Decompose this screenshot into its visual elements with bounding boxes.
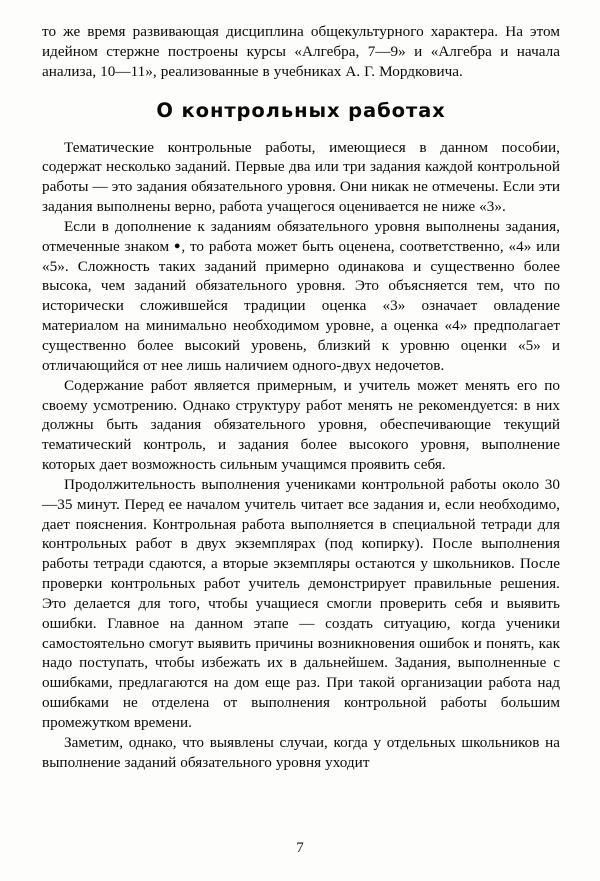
bullet-symbol-icon: ● <box>173 239 182 252</box>
paragraph-thematic-tests: Тематические контрольные работы, имеющиеся в данном пособии, содержат несколько заданий. Первые два или три задания каждой контрольной работы — это задания обязательного уровня. Они никак не отмечены. Если эти задания выполнены верно, работа учащегося оценивается не ниже «3». <box>42 138 560 216</box>
page-title: О контрольных работах <box>156 98 446 122</box>
paragraph-observations: Заметим, однако, что выявлены случаи, когда у отдельных школьников на выполнение заданий обязательного уровня уходит <box>42 733 560 771</box>
paragraph-marked-tasks <box>42 217 560 376</box>
paragraph-duration-procedure: Продолжительность выполнения учениками контрольной работы около 30—35 минут. Перед ее началом учитель читает все задания и, если необходимо, дает пояснения. Контрольная работа выполняется в специальной тетради для контрольных работ в двух экземплярах (под копирку). После выполнения работы тетради сдаются, а вторые экземпляры остаются у школьников. После проверки контрольных работ учитель демонстрирует правильные решения. Это делается для того, чтобы учащиеся смогли проверить себя и выявить ошибки. Главное на данном этапе — создать ситуацию, когда ученики самостоятельно смогут выявить причины возникновения ошибок и понять, как надо поступать, чтобы избежать их в дальнейшем. Задания, выполненные с ошибками, предлагаются на дом еще раз. При такой организации работа над ошибками не отделена от выполнения контрольной работы большим промежутком времени. <box>42 475 560 731</box>
paragraph-intro-continuation: то же время развивающая дисциплина общекультурного характера. На этом идейном стержне построены курсы «Алгебра, 7—9» и «Алгебра и начала анализа, 10—11», реализованные в учебниках А. Г. Мордковича. <box>42 23 560 80</box>
page-number: 7 <box>296 840 304 856</box>
marked-tasks-text-after-bullet: , то работа может быть оценена, соответственно, «4» или «5». Сложность таких заданий примерно одинакова и существенно более высока, чем заданий обязательного уровня. Это объясняется тем, что по исторически сложившейся традиции оценка «3» означает овладение материалом на минимально необходимом уровне, а оценка «4» предполагает существенно более высокий уровень, близкий к уровню оценки «5» и отличающийся от нее лишь наличием одного-двух недочетов. <box>42 237 560 374</box>
section-heading-wrapper <box>42 82 560 138</box>
paragraph-content-structure: Содержание работ является примерным, и учитель может менять его по своему усмотрению. Однако структуру работ менять не рекомендуется: в них должны быть задания обязательного уровня, обеспечивающие текущий тематический контроль, и задания более высокого уровня, выполнение которых дает возможность сильным учащимся проявить себя. <box>42 376 560 474</box>
marked-tasks-text-before-bullet: Если в дополнение к заданиям обязательного уровня выполнены задания, отмеченные знаком <box>42 217 560 255</box>
page-text-body <box>42 22 560 773</box>
